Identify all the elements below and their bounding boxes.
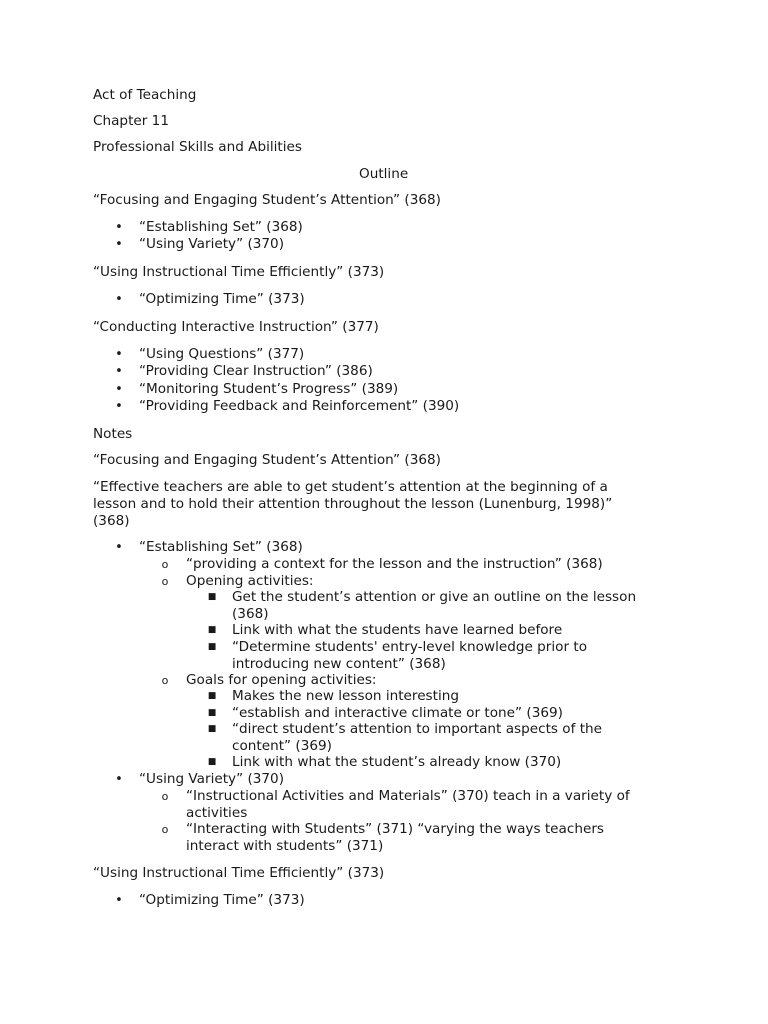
notes-subsubitem: Get the student’s attention or give an outline on the lesson	[232, 589, 637, 605]
notes-subitem: “Interacting with Students” (371) “varying the ways teachers	[186, 821, 605, 837]
bullet-icon: •	[115, 237, 123, 252]
bullet-icon: •	[115, 292, 123, 307]
square-bullet-icon: ■	[207, 724, 217, 734]
outline-item: “Providing Clear Instruction” (386)	[139, 363, 373, 379]
notes-heading: Notes	[93, 426, 133, 442]
bullet-icon: •	[115, 347, 123, 362]
document-subtitle: Professional Skills and Abilities	[93, 139, 302, 155]
notes-subsubitem: Link with what the students have learned before	[232, 622, 563, 638]
notes-subsubitem: Makes the new lesson interesting	[232, 688, 459, 704]
document-title: Act of Teaching	[93, 87, 197, 103]
notes-subitem-continued: interact with students” (371)	[186, 838, 384, 854]
circle-bullet-icon: o	[161, 674, 169, 687]
outline-section-heading: “Conducting Interactive Instruction” (377)	[93, 319, 379, 335]
notes-subitem: “Instructional Activities and Materials” (370) teach in a variety of	[186, 788, 630, 804]
outline-heading: Outline	[359, 166, 409, 182]
outline-section-heading: “Focusing and Engaging Student’s Attention” (368)	[93, 192, 441, 208]
bullet-icon: •	[115, 893, 123, 908]
outline-item: “Using Questions” (377)	[139, 346, 305, 362]
bullet-icon: •	[115, 364, 123, 379]
notes-subsubitem: “Determine students' entry-level knowledge prior to	[232, 639, 588, 655]
square-bullet-icon: ■	[207, 642, 217, 652]
outline-item: “Monitoring Student’s Progress” (389)	[139, 381, 399, 397]
square-bullet-icon: ■	[207, 708, 217, 718]
quote-line: (368)	[93, 513, 130, 529]
circle-bullet-icon: o	[161, 790, 169, 803]
notes-subitem: Goals for opening activities:	[186, 672, 377, 688]
quote-line: lesson and to hold their attention throughout the lesson (Lunenburg, 1998)”	[93, 496, 613, 512]
notes-subitem-continued: activities	[186, 805, 248, 821]
bullet-icon: •	[115, 772, 123, 787]
notes-subsubitem: “direct student’s attention to important aspects of the	[232, 721, 603, 737]
square-bullet-icon: ■	[207, 757, 217, 767]
outline-item: “Providing Feedback and Reinforcement” (390)	[139, 398, 460, 414]
square-bullet-icon: ■	[207, 691, 217, 701]
outline-item: “Establishing Set” (368)	[139, 219, 303, 235]
notes-subsubitem: “establish and interactive climate or tone” (369)	[232, 705, 563, 721]
notes-subsubitem: Link with what the student’s already know (370)	[232, 754, 562, 770]
circle-bullet-icon: o	[161, 575, 169, 588]
notes-subsubitem-continued: (368)	[232, 606, 269, 622]
notes-section-heading: “Using Instructional Time Efficiently” (373)	[93, 865, 385, 881]
square-bullet-icon: ■	[207, 625, 217, 635]
notes-subsubitem-continued: content” (369)	[232, 738, 332, 754]
notes-item: “Using Variety” (370)	[139, 771, 285, 787]
notes-item: “Optimizing Time” (373)	[139, 892, 305, 908]
notes-subitem: “providing a context for the lesson and the instruction” (368)	[186, 556, 603, 572]
outline-item: “Using Variety” (370)	[139, 236, 285, 252]
outline-item: “Optimizing Time” (373)	[139, 291, 305, 307]
notes-subitem: Opening activities:	[186, 573, 314, 589]
bullet-icon: •	[115, 220, 123, 235]
bullet-icon: •	[115, 399, 123, 414]
notes-item: “Establishing Set” (368)	[139, 539, 303, 555]
notes-section-heading: “Focusing and Engaging Student’s Attention” (368)	[93, 452, 441, 468]
square-bullet-icon: ■	[207, 592, 217, 602]
quote-line: “Effective teachers are able to get student’s attention at the beginning of a	[93, 479, 608, 495]
notes-subsubitem-continued: introducing new content” (368)	[232, 656, 446, 672]
circle-bullet-icon: o	[161, 823, 169, 836]
circle-bullet-icon: o	[161, 558, 169, 571]
bullet-icon: •	[115, 540, 123, 555]
outline-section-heading: “Using Instructional Time Efficiently” (373)	[93, 264, 385, 280]
chapter-label: Chapter 11	[93, 113, 169, 129]
bullet-icon: •	[115, 382, 123, 397]
